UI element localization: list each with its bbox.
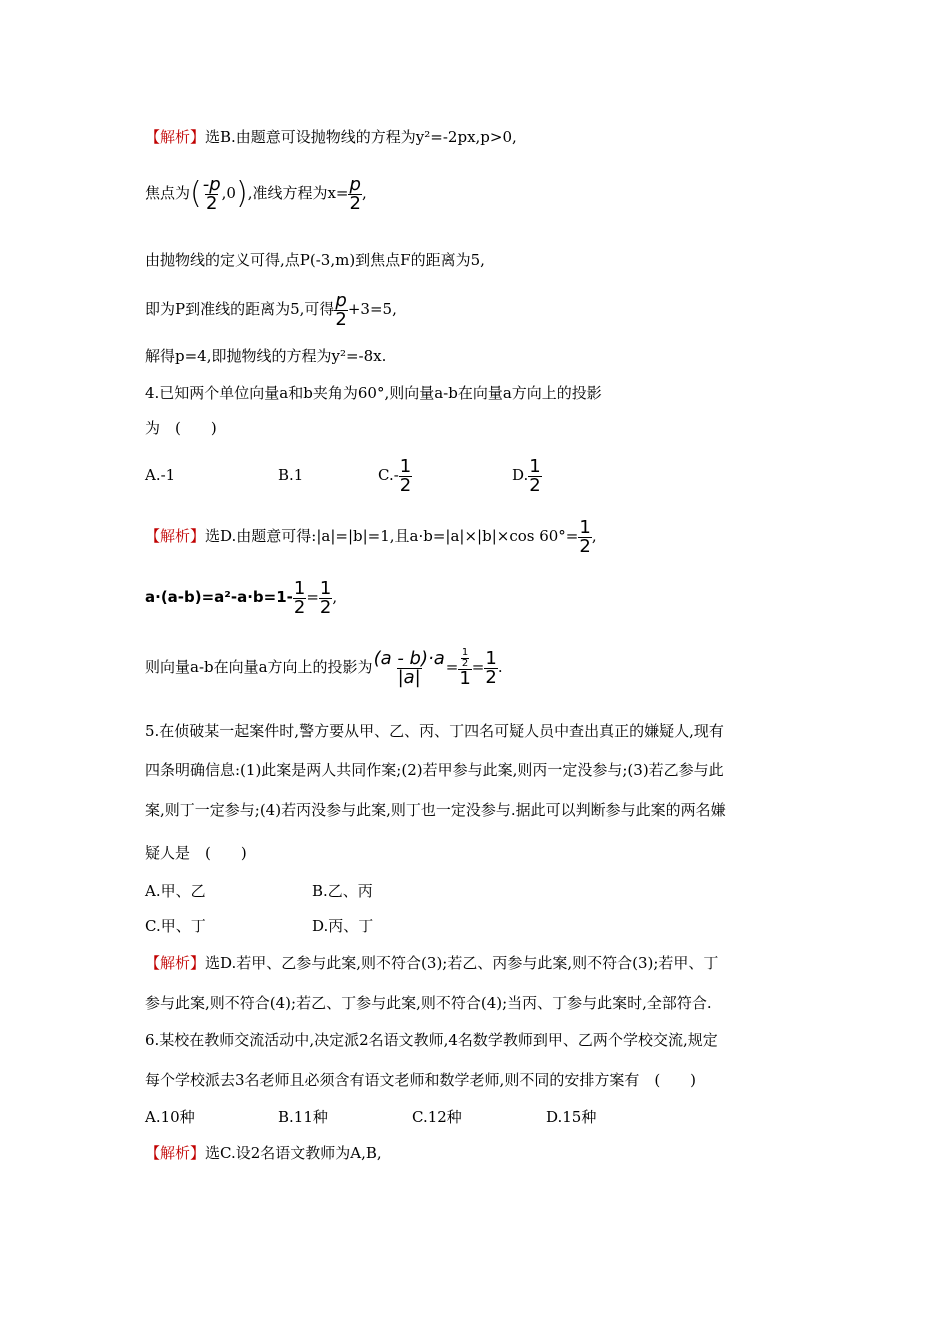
option-text: D.15种 (546, 1108, 597, 1126)
solution-text: 选C.设2名语文教师为A,B, (205, 1144, 382, 1162)
question-text: 每个学校派去3名老师且必须含有语文老师和数学老师,则不同的安排方案有 ( ) (145, 1071, 697, 1089)
q5-option-b (312, 881, 373, 901)
right-paren: ) (235, 176, 248, 211)
question-4-line-2 (145, 418, 217, 438)
question-text: 4.已知两个单位向量a和b夹角为60°,则向量a-b在向量a方向上的投影 (145, 384, 602, 402)
solution-text: 参与此案,则不符合(4);若乙、丁参与此案,则不符合(4);当丙、丁参与此案时,全部符合. (145, 994, 712, 1012)
solution-3-line-1 (145, 127, 517, 147)
q4-option-c (378, 452, 412, 498)
left-paren: ( (190, 176, 202, 211)
option-text: A.-1 (145, 466, 176, 484)
solution-text: 即为P到准线的距离为5,可得 (145, 300, 335, 318)
q6-option-a (145, 1107, 195, 1127)
directrix-label: ,准线方程为x= (247, 184, 349, 202)
q4-option-a (145, 465, 175, 485)
fraction-one-half: $\frac{1}{2}$ (399, 455, 412, 496)
fraction-compound: $\frac{\frac{1}{2}}{1}$ (459, 647, 471, 689)
solution-text: +3=5, (347, 300, 397, 318)
comma: , (361, 184, 367, 202)
q4-option-d (512, 452, 542, 498)
question-5-line-3 (145, 800, 726, 820)
solution-text: 解得p=4,即抛物线的方程为y²=-8x. (145, 347, 387, 365)
option-text: A.甲、乙 (145, 882, 206, 900)
option-text: B.11种 (278, 1108, 328, 1126)
question-5-line-4 (145, 843, 247, 863)
question-6-line-1 (145, 1030, 718, 1050)
solution-5-line-1 (145, 953, 718, 973)
question-4-line-1 (145, 383, 602, 403)
solution-4-line-1 (145, 514, 597, 558)
question-text: 5.在侦破某一起案件时,警方要从甲、乙、丙、丁四名可疑人员中查出真正的嫌疑人,现有 (145, 722, 724, 740)
question-text: 疑人是 ( ) (145, 844, 247, 862)
option-text: D.丙、丁 (312, 917, 374, 935)
q5-option-d (312, 916, 373, 936)
equals: = (471, 658, 485, 676)
option-text: C.12种 (412, 1108, 462, 1126)
q6-option-d (546, 1107, 596, 1127)
option-text: B.1 (278, 466, 304, 484)
option-text: C.甲、丁 (145, 917, 206, 935)
solution-text: 选D.由题意可得:|a|=|b|=1,且a·b=|a|×|b|×cos 60°= (205, 527, 579, 545)
option-text: D. (512, 466, 529, 484)
q4-option-b (278, 465, 303, 485)
analysis-tag: 【解析】 (145, 128, 206, 146)
analysis-tag: 【解析】 (145, 954, 206, 972)
option-text: A.10种 (145, 1108, 195, 1126)
question-text: 四条明确信息:(1)此案是两人共同作案;(2)若甲参与此案,则丙一定没参与;(3)若乙参与此 (145, 761, 724, 779)
solution-5-line-2 (145, 993, 712, 1013)
fraction-one-half: $\frac{1}{2}$ (293, 577, 306, 618)
fraction-one-half: $\frac{1}{2}$ (529, 455, 541, 496)
q6-option-c (412, 1107, 462, 1127)
fraction-projection: $\frac{(a - b)\cdot a}{|a|}$ (373, 647, 445, 688)
solution-3-line-3 (145, 250, 485, 270)
fraction-p-over-2: $\frac{p}{2}$ (335, 289, 347, 330)
question-5-line-1 (145, 721, 724, 741)
q5-option-c (145, 916, 206, 936)
option-text: B.乙、丙 (312, 882, 373, 900)
focus-coord: ,0 (221, 184, 236, 202)
fraction-one-half: $\frac{1}{2}$ (579, 516, 591, 557)
solution-text: 选B.由题意可设抛物线的方程为y²=-2px,p>0, (205, 128, 517, 146)
solution-text: 则向量a-b在向量a方向上的投影为 (145, 658, 373, 676)
fraction-one-half: $\frac{1}{2}$ (485, 647, 497, 688)
period: . (497, 658, 503, 676)
equals: = (306, 588, 319, 606)
analysis-tag: 【解析】 (145, 1144, 206, 1162)
option-text: C.- (378, 466, 399, 484)
q6-option-b (278, 1107, 328, 1127)
solution-text: 选D.若甲、乙参与此案,则不符合(3);若乙、丙参与此案,则不符合(3);若甲、丁 (205, 954, 719, 972)
question-text: 为 ( ) (145, 419, 217, 437)
fraction-p-over-2: $\frac{p}{2}$ (349, 173, 361, 214)
fraction-neg-p-over-2: $\frac{-p}{2}$ (202, 173, 221, 214)
solution-3-line-2 (145, 165, 367, 221)
solution-3-line-5 (145, 346, 386, 366)
question-text: 案,则丁一定参与;(4)若丙没参与此案,则丁也一定没参与.据此可以判断参与此案的两名嫌 (145, 801, 726, 819)
question-5-line-2 (145, 760, 724, 780)
comma: , (591, 527, 597, 545)
solution-text: 由抛物线的定义可得,点P(-3,m)到焦点F的距离为5, (145, 251, 485, 269)
solution-4-line-2 (145, 574, 337, 620)
question-6-line-2 (145, 1070, 696, 1090)
focus-label: 焦点为 (145, 184, 191, 202)
question-text: 6.某校在教师交流活动中,决定派2名语文教师,4名数学教师到甲、乙两个学校交流,规定 (145, 1031, 718, 1049)
solution-text: a·(a-b)=a²-a·b=1- (145, 588, 293, 606)
solution-3-line-4 (145, 288, 397, 330)
solution-6-line-1 (145, 1143, 382, 1163)
equals: = (445, 658, 459, 676)
q5-option-a (145, 881, 206, 901)
analysis-tag: 【解析】 (145, 527, 206, 545)
solution-4-line-3 (145, 642, 503, 692)
fraction-one-half: $\frac{1}{2}$ (319, 577, 332, 618)
fraction-small-half: $\frac{1}{2}$ (461, 647, 469, 669)
comma: , (332, 588, 338, 606)
